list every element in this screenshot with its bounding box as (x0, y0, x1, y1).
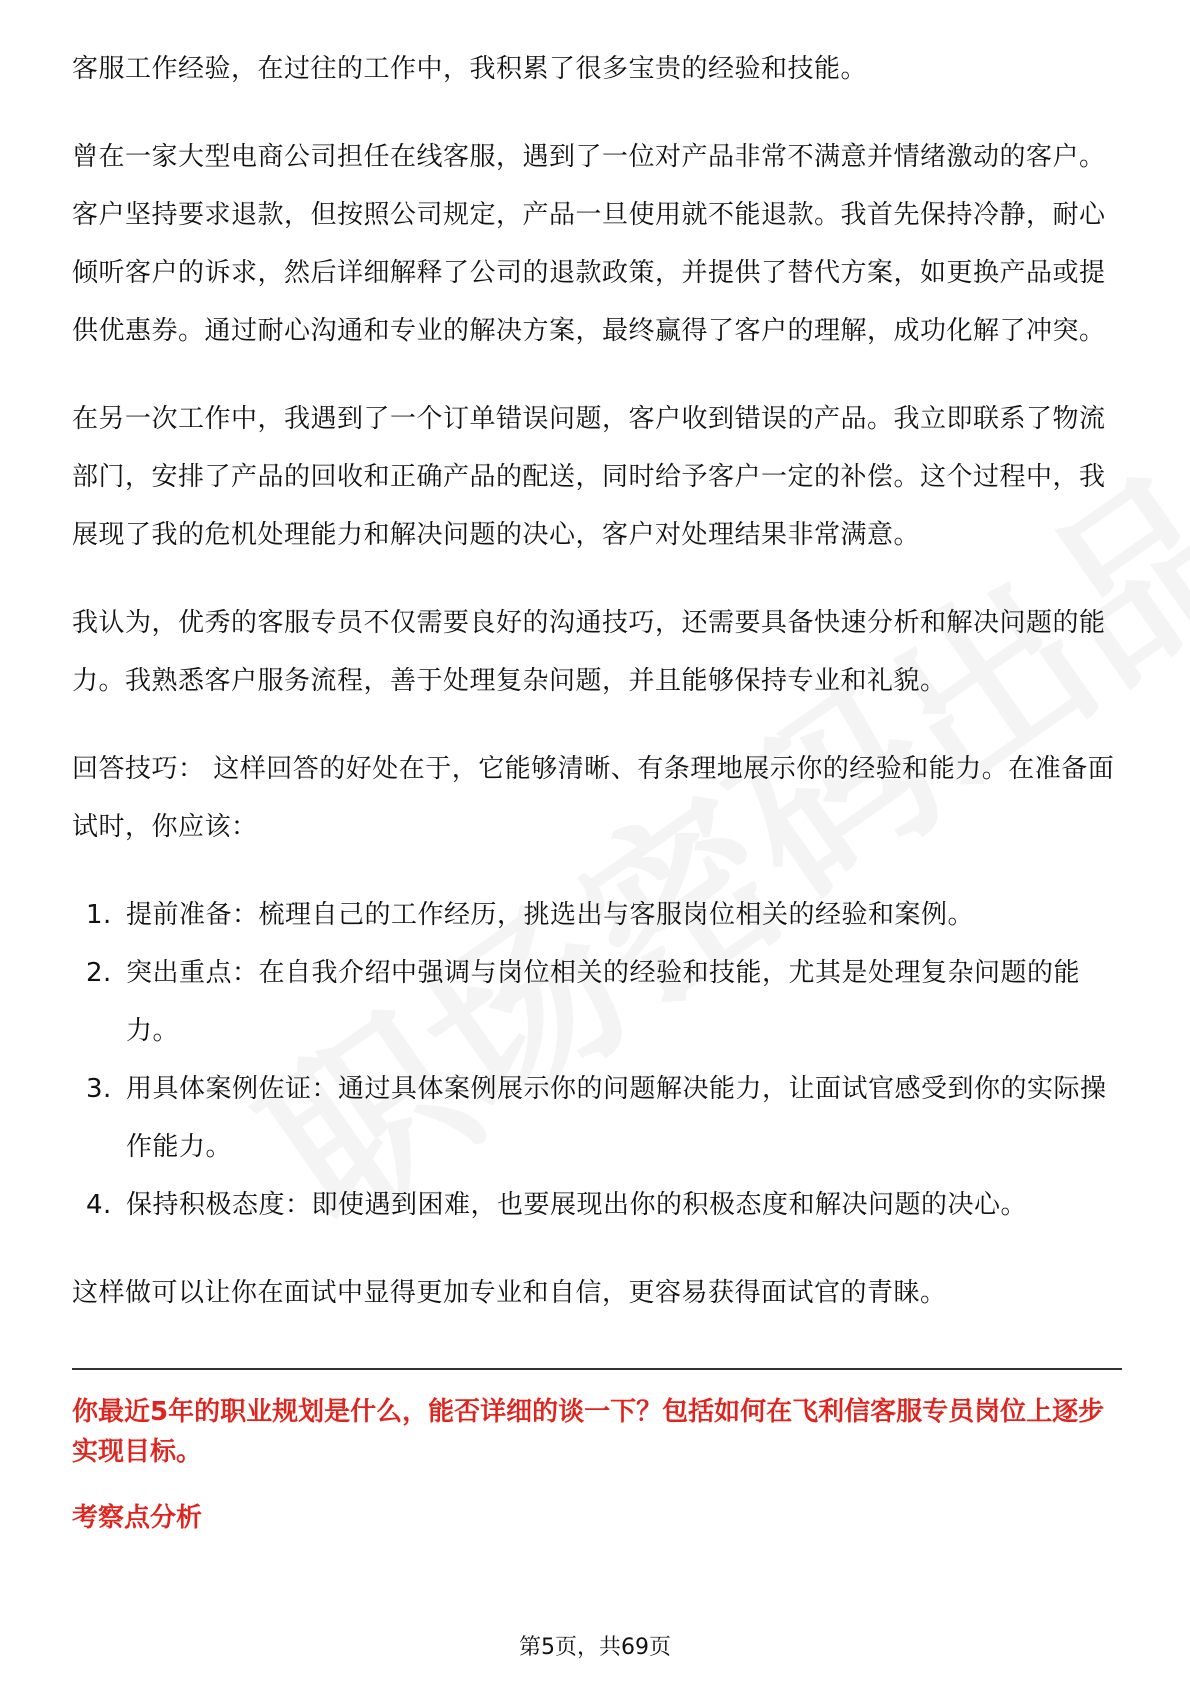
list-item-text: 突出重点：在自我介绍中强调与岗位相关的经验和技能，尤其是处理复杂问题的能力。 (126, 958, 1081, 1046)
paragraph-ecommerce-case: 曾在一家大型电商公司担任在线客服，遇到了一位对产品非常不满意并情绪激动的客户。客户坚持要求退款，但按照公司规定，产品一旦使用就不能退款。我首先保持冷静，耐心倾听客户的诉求，然后详细解释了公司的退款政策，并提供了替代方案，如更换产品或提供优惠券。通过耐心沟通和专业的解决方案，最终赢得了客户的理解，成功化解了冲突。 (72, 142, 1106, 346)
section-title: 考察点分析 (72, 1503, 203, 1533)
list-item-number: 2. (86, 958, 112, 988)
tips-list (72, 886, 1122, 1234)
list-item (72, 1176, 1122, 1234)
list-item-text: 提前准备：梳理自己的工作经历，挑选出与客服岗位相关的经验和案例。 (126, 900, 975, 930)
paragraph-experience-intro: 客服工作经验，在过往的工作中，我积累了很多宝贵的经验和技能。 (72, 54, 868, 84)
list-item-number: 1. (86, 900, 112, 930)
list-item (72, 1060, 1122, 1176)
paragraph-self-assessment: 我认为，优秀的客服专员不仅需要良好的沟通技巧，还需要具备快速分析和解决问题的能力。我熟悉客户服务流程，善于处理复杂问题，并且能够保持专业和礼貌。 (72, 608, 1106, 696)
list-item-number: 4. (86, 1190, 112, 1220)
paragraph-answer-tips: 回答技巧： 这样回答的好处在于，它能够清晰、有条理地展示你的经验和能力。在准备面试时，你应该： (72, 754, 1115, 842)
list-item (72, 944, 1122, 1060)
paragraph-closing: 这样做可以让你在面试中显得更加专业和自信，更容易获得面试官的青睐。 (72, 1278, 947, 1308)
list-item-text: 用具体案例佐证：通过具体案例展示你的问题解决能力，让面试官感受到你的实际操作能力。 (126, 1074, 1107, 1162)
list-item-number: 3. (86, 1074, 112, 1104)
page-footer: 第5页，共69页 (519, 1635, 671, 1660)
list-item-text: 保持积极态度：即使遇到困难，也要展现出你的积极态度和解决问题的决心。 (126, 1190, 1028, 1220)
paragraph-order-error-case: 在另一次工作中，我遇到了一个订单错误问题，客户收到错误的产品。我立即联系了物流部门，安排了产品的回收和正确产品的配送，同时给予客户一定的补偿。这个过程中，我展现了我的危机处理能力和解决问题的决心，客户对处理结果非常满意。 (72, 404, 1106, 550)
list-item (72, 886, 1122, 944)
document-page (72, 40, 1122, 1538)
interview-question: 你最近5年的职业规划是什么，能否详细的谈一下？包括如何在飞利信客服专员岗位上逐步实现目标。 (72, 1397, 1105, 1467)
section-divider (72, 1368, 1122, 1370)
